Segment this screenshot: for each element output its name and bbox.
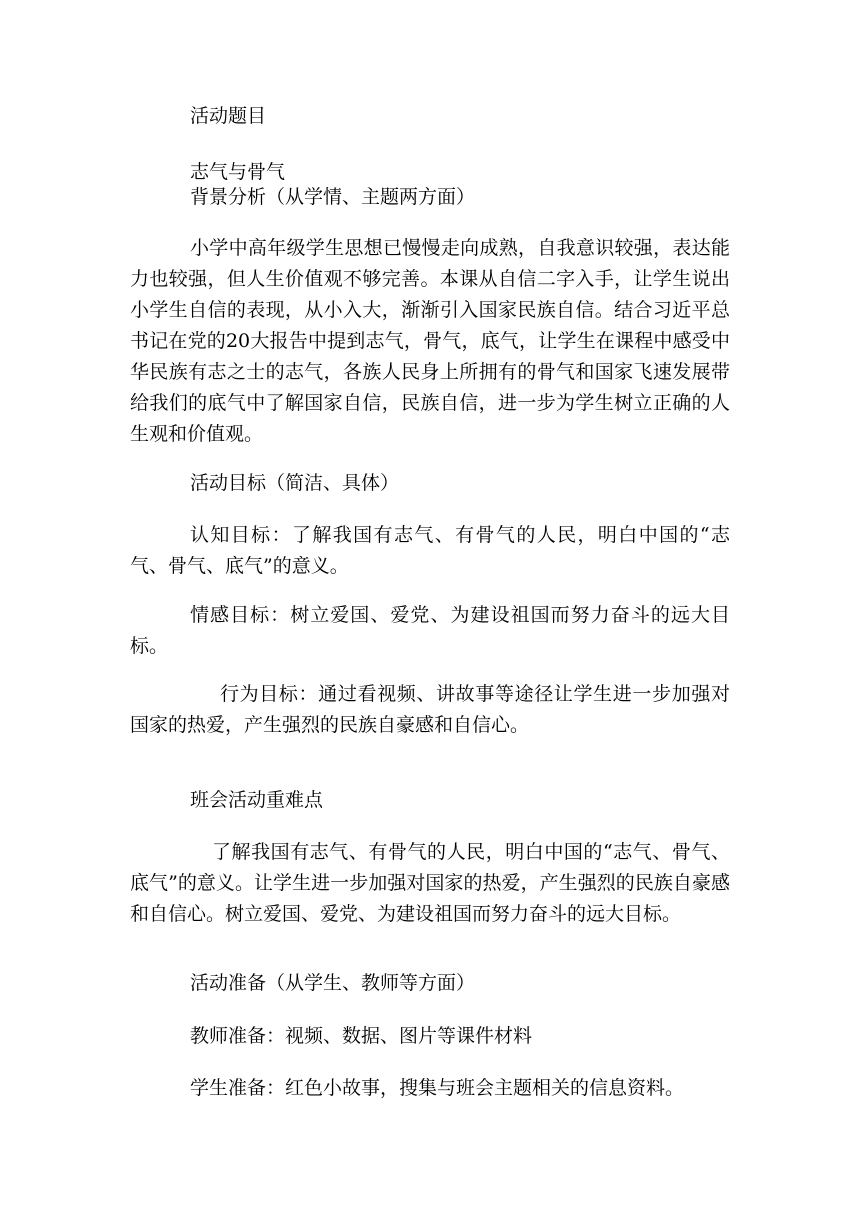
cognitive-goal-paragraph: 认知目标：了解我国有志气、有骨气的人民，明白中国的“志气、骨气、底气”的意义。 [130, 524, 730, 577]
key-points-heading: 班会活动重难点 [190, 789, 324, 811]
preparation-heading: 活动准备（从学生、教师等方面） [190, 972, 476, 994]
background-paragraph: 小学中高年级学生思想已慢慢走向成熟，自我意识较强，表达能力也较强，但人生价值观不够完善。本课从自信二字入手，让学生说出小学生自信的表现，从小入大，渐渐引入国家民族自信。结合习近平总书记在党的20大报告中提到志气，骨气，底气，让学生在课程中感受中华民族有志之士的志气，各族人民身上所拥有的骨气和国家飞速发展带给我们的底气中了解国家自信，民族自信，进一步为学生树立正确的人生观和价值观。 [130, 237, 730, 445]
emotional-goal-paragraph: 情感目标：树立爱国、爱党、为建设祖国而努力奋斗的远大目标。 [130, 604, 730, 657]
key-points-paragraph: 了解我国有志气、有骨气的人民，明白中国的“志气、骨气、底气”的意义。让学生进一步加强对国家的热爱，产生强烈的民族自豪感和自信心。树立爱国、爱党、为建设祖国而努力奋斗的远大目标。 [130, 841, 730, 925]
goals-heading: 活动目标（简洁、具体） [190, 472, 400, 494]
behavior-goal-paragraph: 行为目标：通过看视频、讲故事等途径让学生进一步加强对国家的热爱，产生强烈的民族自豪感和自信心。 [130, 683, 730, 736]
background-heading: 背景分析（从学情、主题两方面） [190, 186, 476, 208]
activity-title: 志气与骨气 [190, 161, 286, 183]
student-preparation: 学生准备：红色小故事，搜集与班会主题相关的信息资料。 [190, 1077, 685, 1099]
activity-title-heading: 活动题目 [190, 105, 267, 127]
teacher-preparation: 教师准备：视频、数据、图片等课件材料 [190, 1025, 533, 1047]
